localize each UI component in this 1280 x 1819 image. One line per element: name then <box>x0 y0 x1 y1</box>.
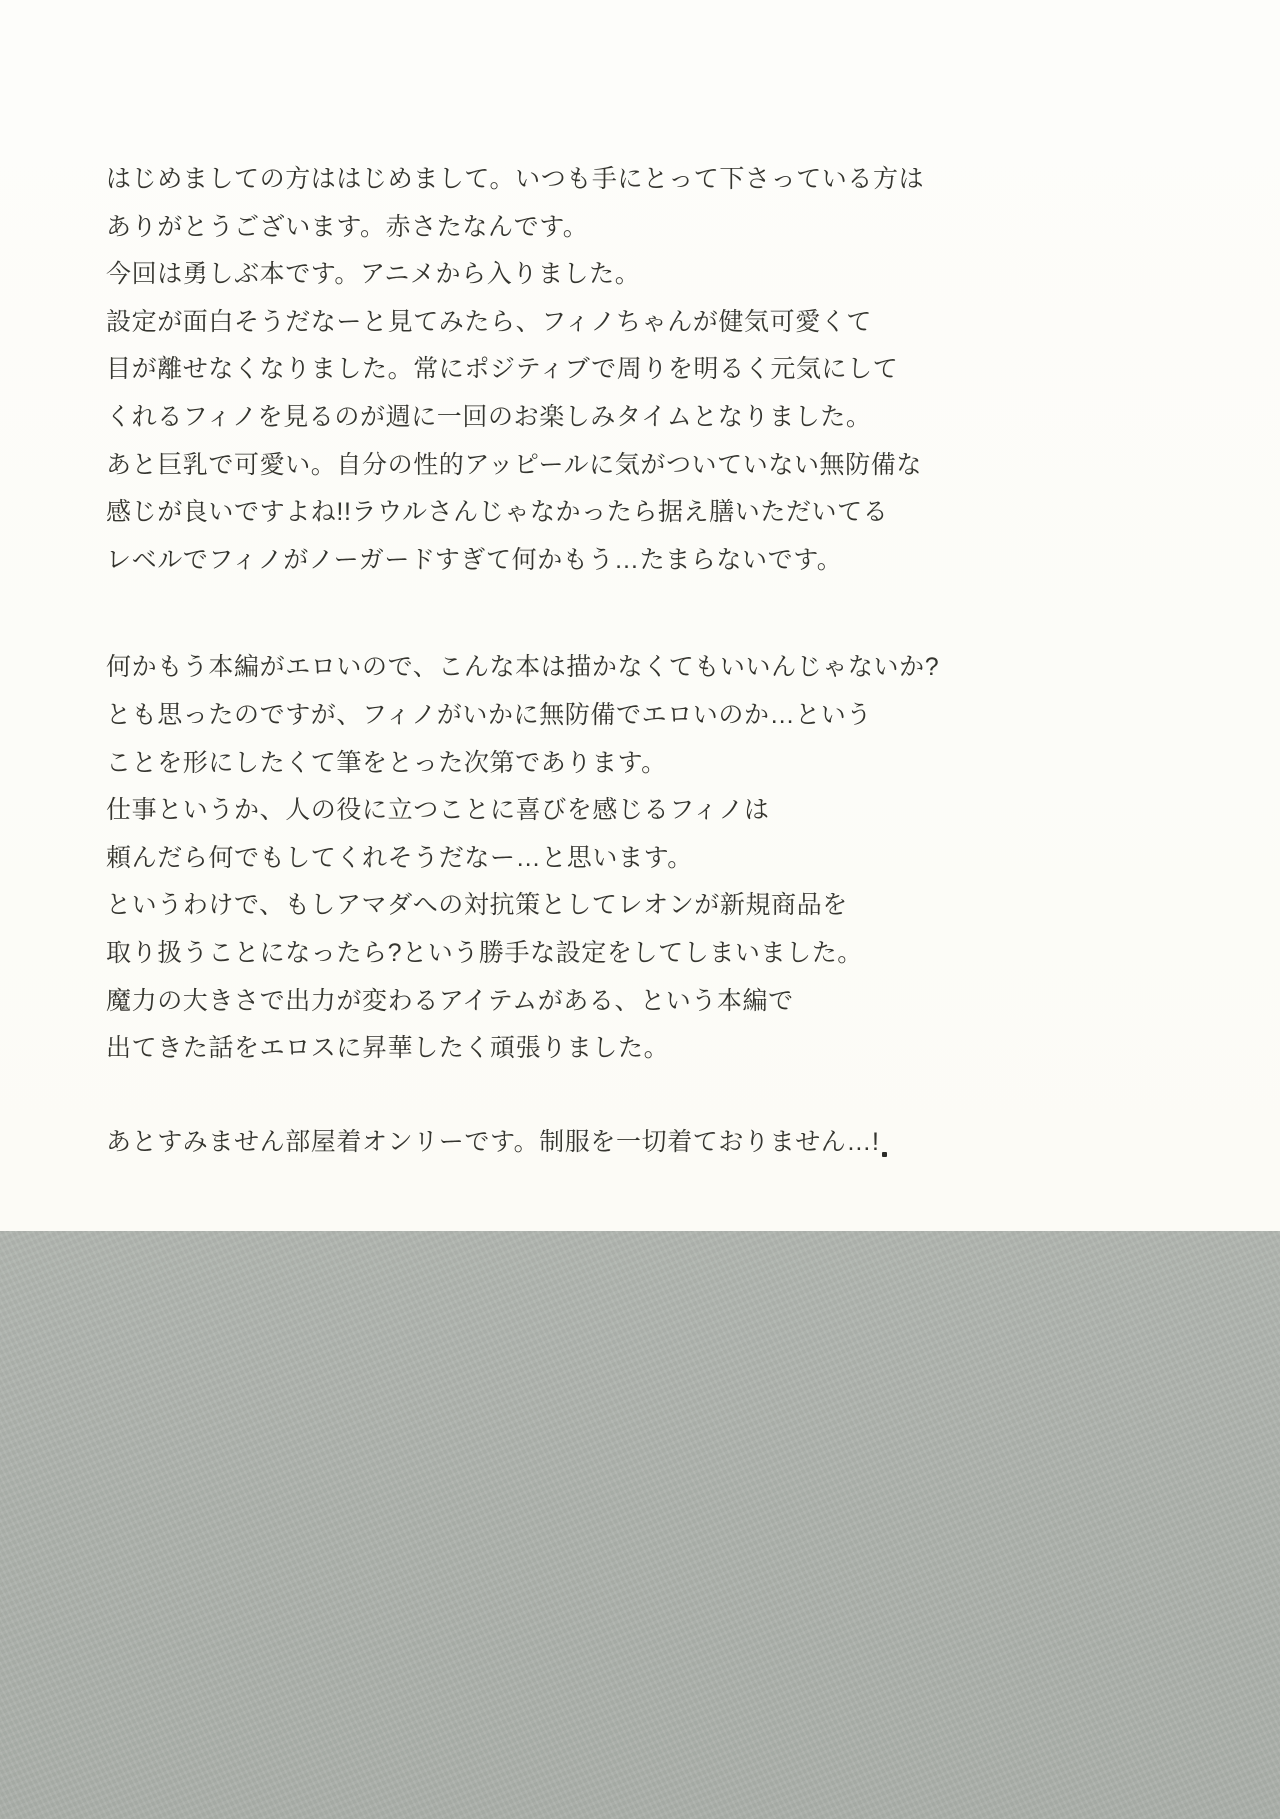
afterword-line: 設定が面白そうだなーと見てみたら、フィノちゃんが健気可愛くて <box>106 307 873 336</box>
gray-paper-area <box>0 1231 1280 1819</box>
afterword-text-block <box>106 156 1046 1166</box>
afterword-line: 頼んだら何でもしてくれそうだなー…と思います。 <box>106 843 693 872</box>
afterword-line: とも思ったのですが、フィノがいかに無防備でエロいのか…という <box>106 700 873 729</box>
afterword-line: あとすみません部屋着オンリーです。制服を一切着ておりません…! <box>106 1127 880 1156</box>
afterword-line: レベルでフィノがノーガードすぎて何かもう…たまらないです。 <box>106 545 843 574</box>
afterword-line: 仕事というか、人の役に立つことに喜びを感じるフィノは <box>106 796 770 825</box>
afterword-line: 何かもう本編がエロいので、こんな本は描かなくてもいいんじゃないか? <box>106 653 940 682</box>
afterword-line: くれるフィノを見るのが週に一回のお楽しみタイムとなりました。 <box>106 402 872 431</box>
afterword-line: ことを形にしたくて筆をとった次第であります。 <box>106 748 667 777</box>
afterword-paragraph-1 <box>106 156 1046 584</box>
afterword-line: はじめましての方ははじめまして。いつも手にとって下さっている方は <box>106 165 925 193</box>
afterword-line: 出てきた話をエロスに昇華したく頑張りました。 <box>106 1034 670 1063</box>
afterword-line: 感じが良いですよね!!ラウルさんじゃなかったら据え膳いただいてる <box>106 498 889 527</box>
afterword-line: 取り扱うことになったら?という勝手な設定をしてしまいました。 <box>106 938 863 967</box>
scan-speck-artifact <box>882 1152 887 1157</box>
afterword-line: ありがとうございます。赤さたなんです。 <box>106 212 589 241</box>
afterword-line: というわけで、もしアマダへの対抗策としてレオンが新規商品を <box>106 891 848 920</box>
afterword-line: 目が離せなくなりました。常にポジティブで周りを明るく元気にして <box>106 355 899 384</box>
afterword-line: 今回は勇しぶ本です。アニメから入りました。 <box>106 260 641 289</box>
afterword-line: 魔力の大きさで出力が変わるアイテムがある、という本編で <box>106 986 794 1015</box>
afterword-paragraph-2 <box>106 644 1046 1072</box>
afterword-line: あと巨乳で可愛い。自分の性的アッピールに気がついていない無防備な <box>106 450 922 479</box>
afterword-paragraph-3 <box>106 1119 1046 1167</box>
